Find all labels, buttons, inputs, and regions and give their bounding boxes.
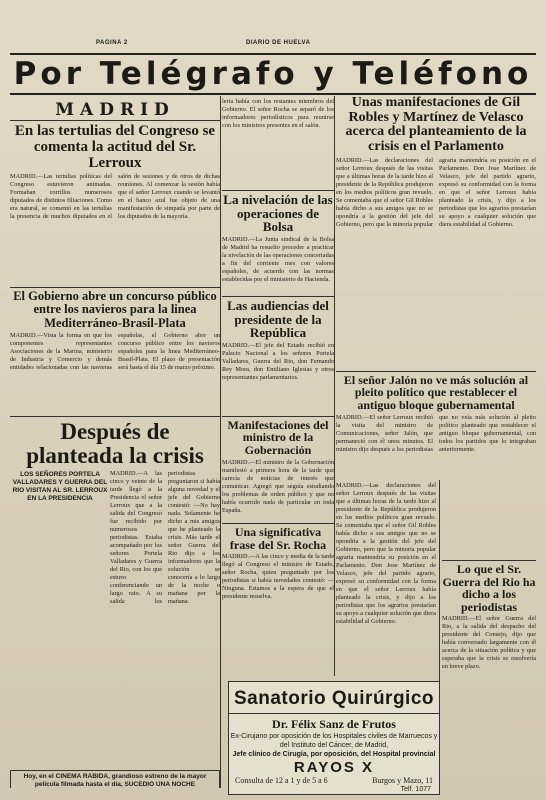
column-middle-lower <box>222 523 334 673</box>
column-rule <box>220 96 221 788</box>
headline-tertulias: En las tertulias del Congreso se comenta la actitud del Sr. Lerroux <box>14 123 216 171</box>
article-jalon: MADRID.—El señor Lerroux recibió la visita del ministro de Comunicaciones, señor Jalón, que permaneció con él unos minutos. El ministro dijo después a los periodistas que no veía más solución al pleito político planteado que restablecer el antiguo bloque gubernamental, con todos los partidos que lo integraban anteriormente. <box>336 413 536 453</box>
headline-guerra: Lo que el Sr. Guerra del Rio ha dicho a los periodistas <box>442 562 536 614</box>
banner-title: Por Telégrafo y Teléfono <box>13 55 533 92</box>
subhead-crisis: LOS SEÑORES PORTELA VALLADARES Y GUERRA DEL RIO VISITAN AL SR. LERROUX EN LA PRESIDENCIA <box>12 470 108 502</box>
ad-consult: Consulta de 12 a 1 y de 5 a 6 <box>235 776 328 785</box>
ad-address: Burgos y Mazo, 11 <box>372 776 433 785</box>
ad-doctor: Dr. Félix Sanz de Frutos <box>229 713 439 732</box>
column-right-lower <box>442 560 536 790</box>
headline-rocha: Una significativa frase del Sr. Rocha <box>222 523 334 551</box>
column-middle <box>222 96 334 520</box>
ad-title: Sanatorio Quirúrgico <box>233 688 435 709</box>
headline-gobernacion: Manifestaciones del ministro de la Gobernación <box>222 416 334 457</box>
column-right <box>336 96 536 476</box>
paper-name: DIARIO DE HUELVA <box>246 40 311 46</box>
article-cont: leria había con los restantes miembros del Gobierno. El señor Rocha se separó de los informadores periodísticos para reunirse con los ministros presentes en el salón. <box>222 98 334 129</box>
column-left <box>10 96 220 788</box>
cinema-ad: Hoy, en el CINEMA RABIDA, grandioso estreno de la mayor película filmada hasta el día, SUCEDIO UNA NOCHE <box>10 770 220 788</box>
headline-gil-robles: Unas manifestaciones de Gil Robles y Martínez de Velasco acerca del planteamiento de la crisis en el Parlamento <box>345 96 527 155</box>
page-header <box>10 40 536 49</box>
headline-audiencias: Las audiencias del presidente de la República <box>222 296 334 340</box>
article-crisis: MADRID.—A las cinco y veinte de la tarde llegó a la Presidencia el señor Lerroux que a la salida del Congreso fue recibido por numerosos periodistas. Estaba acompañado por los señores Portela Valladares y Guerra del Rio, con los que estuvo conferenciando un largo rato. A su salida los periodistas preguntaron si había alguna novedad y el jefe del Gobierno contestó: —No hay nada. Solamente he dicho a mis amigos que he planteado la crisis. Más tarde el señor Guerra del Rio dijo a los informadores que la solución se conocería a lo largo de la noche o mañana por la mañana. <box>110 469 220 605</box>
article-gil-robles: MADRID.—Las declaraciones del señor Lerroux después de las visitas que a últimas horas de la tarde hizo al presidente de la República produjeron en los medios políticos gran revuelo. Se comentaba que el señor Gil Robles había dicho a sus amigos que no se opondría a la gestión del jefe del Gobierno, pero que la minoría popular agraria mantendría su posición en el Parlamento. Don Jose Martínez de Velasco, jefe del partido agrario, expresó su conformidad con la forma en que el señor Lerroux había planteado la crisis, y dijo a los periodistas que los agrarios prestarían su apoyo a cualquier solución que diera estabilidad al Gobierno. <box>336 156 536 228</box>
article-jalon-cont: MADRID.—Las declaraciones del señor Lerroux después de las visitas que a últimas horas de la tarde hizo al presidente de la República produjeron en los medios políticos gran revuelo. Se comentaba que el señor Gil Robles había dicho a sus amigos que no se opondría a la gestión del jefe del Gobierno, pero que la minoría popular agraria mantendría su posición en el Parlamento. Don Jose Martínez de Velasco, jefe del partido agrario, expresó su conformidad con la forma en que el señor Lerroux había planteado la crisis, y dijo a los periodistas que los agrarios prestarían su apoyo a cualquier solución que diera estabilidad al Gobierno. <box>336 482 436 625</box>
ad-line1: Ex-Cirujano por oposición de los Hospitales civiles de Marruecos y del Instituto del Cáncer, de Madrid, <box>230 733 438 749</box>
sanatorio-ad <box>228 681 440 795</box>
article-audiencias: MADRID.—El jefe del Estado recibió en Palacio Nacional a los señores Portela Valladares, Guerra del Rio, don Fernando Rey Mora, don Emiliano Iglesias y otros representantes parlamentarios. <box>222 341 334 381</box>
ad-line2: Jefe clínico de Cirugía, por oposición, del Hospital provincial <box>232 751 436 758</box>
column-rule <box>334 96 335 676</box>
kicker-madrid: MADRID <box>10 100 220 121</box>
article-rocha: MADRID.—A las cinco y media de la tarde llegó al Congreso el ministro de Estado, señor Rocha, quien preguntado por los periodistas si había novedades contestó: —Ninguna. Estamos a la espera de que el presidente resuelva. <box>222 553 334 601</box>
headline-bolsa: La nivelación de las operaciones de Bolsa <box>223 192 333 235</box>
ad-phone: Telf. 1077 <box>400 786 431 793</box>
article-bolsa: MADRID.—La Junta sindical de la Bolsa de Madrid ha resuelto proceder a practicar la nivelación de las operaciones concertadas a fin del corriente mes con valores españoles, de acuerdo con las normas establecidas por el ministerio de Hacienda. <box>222 235 334 283</box>
article-guerra: MADRID.—El señor Guerra del Rio, a la salida del despacho del presidente del Consejo, dijo que había conversado largamente con él acerca de la situación política y que esperaba que la crisis se resolvería en breve plazo. <box>442 615 536 671</box>
headline-jalon: El señor Jalón no ve más solución al pleito político que restablecer el antiguo bloque gubernamental <box>336 371 536 412</box>
article-concurso: MADRID.—Vista la forma en que los componentes representantes Asociaciones de la Marina, ministerio de Industria y Comercio y demás entidades relacionadas con las navieras españolas, el Gobierno abre un concurso público entre los navieros españoles para la linea Mediterráneo-Brasil-Plata. El plazo de presentación será hasta el día 15 de marzo próximo. <box>10 331 220 371</box>
column-right-mid <box>336 480 436 675</box>
article-tertulias: MADRID.—Las tertulias políticas del Congreso estuvieron animadas. Formaban corrillos numerosos diputados de distintos filiaciones. Como era natural, se comentó en las tertulias la presencia de muchos diputados en el salón de sesiones y de otros de dichas reuniones. Al comenzar la sesión había que el señor Lerroux cuando se levantó en el banco azul fue objeto de una manifestación de simpatía por parte de los diputados de la mayoría. <box>10 173 220 221</box>
page-number: PAGINA 2 <box>96 40 128 46</box>
article-gobernacion: MADRID.—El ministro de la Gobernación manifestó a primera hora de la tarde que carecía de noticias de interés que comunicar. Agregó que seguía estudiando los problemas de orden público y que no había ocurrido nada de particular en toda España. <box>222 458 334 514</box>
headline-concurso: El Gobierno abre un concurso público entre los navieros para la linea Mediterráneo-Brasil-Plata <box>10 287 220 329</box>
ad-footer <box>229 776 439 785</box>
headline-crisis: Después de planteada la crisis <box>10 416 220 468</box>
section-banner <box>10 53 536 95</box>
ad-rayos: RAYOS X <box>293 759 375 776</box>
